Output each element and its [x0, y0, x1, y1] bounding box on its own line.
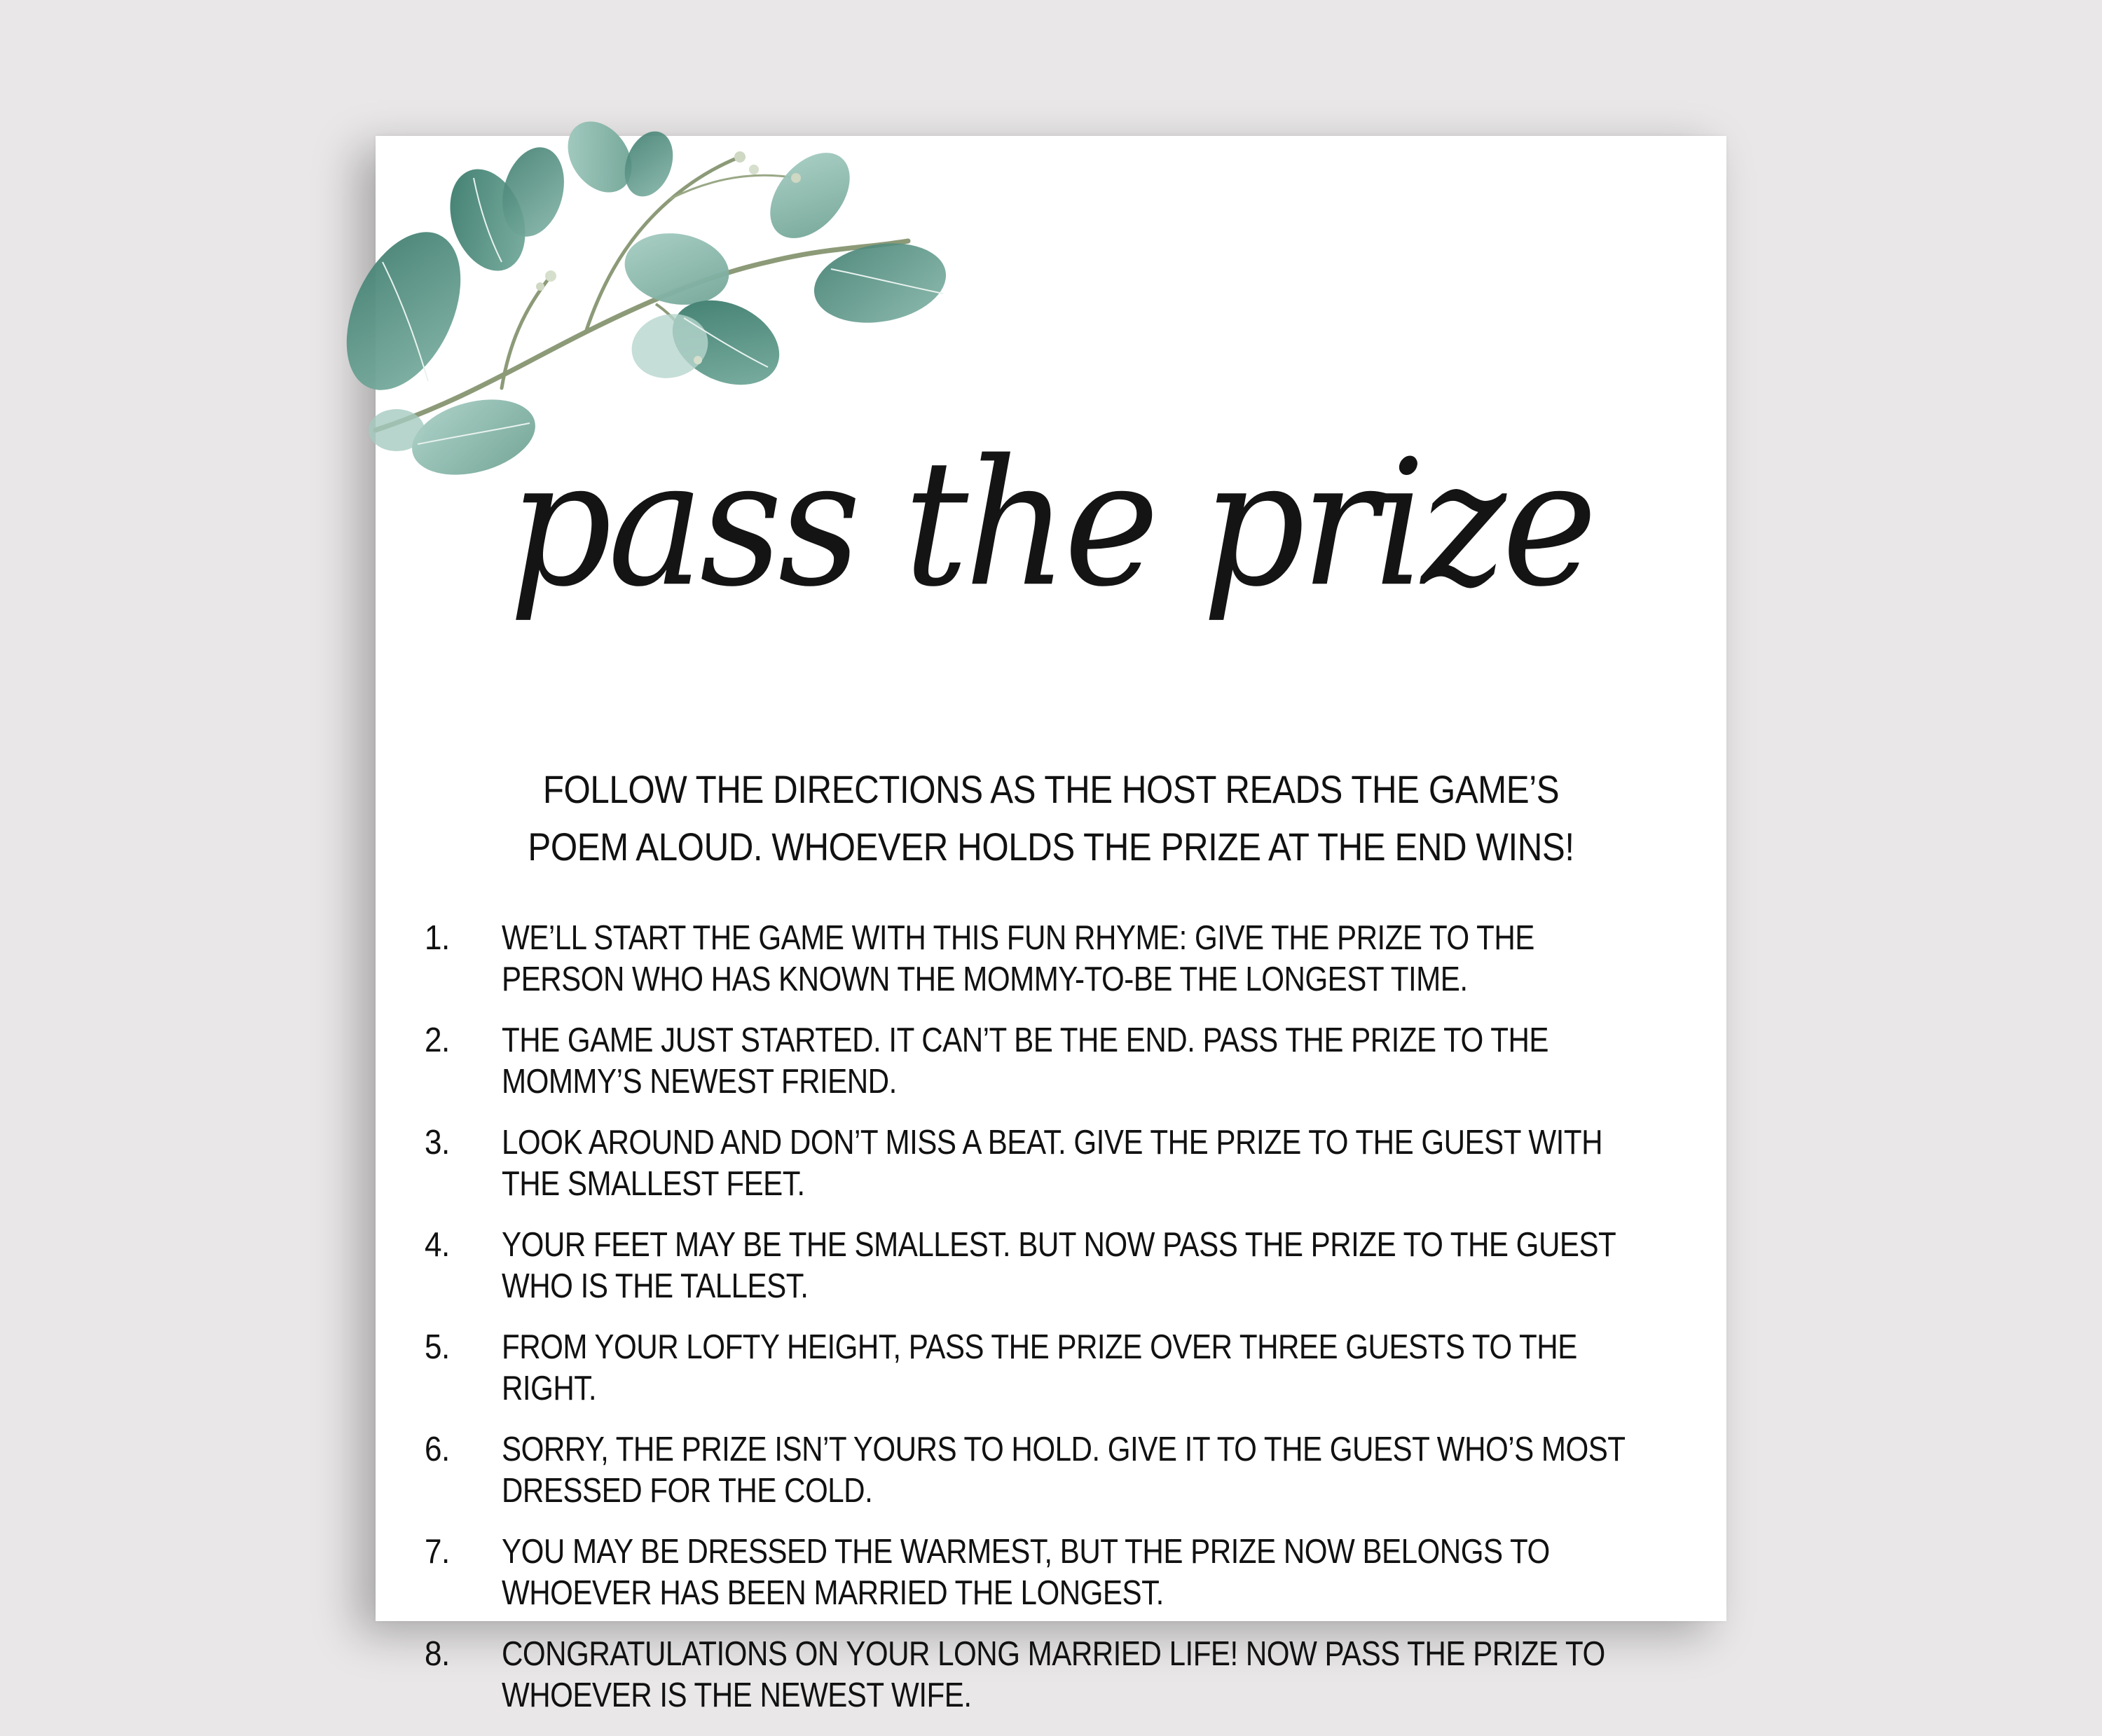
list-item — [425, 1429, 1700, 1512]
list-item — [425, 1122, 1700, 1205]
list-item — [425, 1634, 1700, 1716]
step-text: SORRY, THE PRIZE ISN’T YOURS TO HOLD. GIVE IT TO THE GUEST WHO’S MOST DRESSED FOR THE COLD. — [502, 1431, 1625, 1510]
step-text: FROM YOUR LOFTY HEIGHT, PASS THE PRIZE OVER THREE GUESTS TO THE RIGHT. — [502, 1328, 1577, 1407]
step-number: 8. — [425, 1635, 450, 1673]
poem-steps-list — [425, 918, 1700, 1736]
step-number: 4. — [425, 1226, 450, 1264]
step-number: 6. — [425, 1431, 450, 1468]
game-card — [376, 136, 1726, 1714]
step-text: LOOK AROUND AND DON’T MISS A BEAT. GIVE THE PRIZE TO THE GUEST WITH THE SMALLEST FEET. — [502, 1124, 1602, 1203]
list-item — [425, 918, 1700, 1000]
step-number: 7. — [425, 1533, 450, 1571]
intro-instructions: FOLLOW THE DIRECTIONS AS THE HOST READS THE GAME’S POEM ALOUD. WHOEVER HOLDS THE PRIZE AT THE END WINS! — [528, 767, 1574, 869]
list-item — [425, 1020, 1700, 1103]
step-text: YOU MAY BE DRESSED THE WARMEST, BUT THE PRIZE NOW BELONGS TO WHOEVER HAS BEEN MARRIED THE LONGEST. — [502, 1533, 1550, 1612]
step-number: 1. — [425, 919, 450, 957]
page-title: pass the prize — [509, 423, 1593, 626]
step-text: THE GAME JUST STARTED. IT CAN’T BE THE END. PASS THE PRIZE TO THE MOMMY’S NEWEST FRIEND. — [502, 1021, 1548, 1101]
eucalyptus-illustration — [376, 136, 950, 465]
list-item — [425, 1531, 1700, 1614]
step-number: 2. — [425, 1021, 450, 1059]
list-item — [425, 1225, 1700, 1307]
step-number: 5. — [425, 1328, 450, 1366]
step-text: WE’LL START THE GAME WITH THIS FUN RHYME: GIVE THE PRIZE TO THE PERSON WHO HAS KNOWN THE MOMMY-TO-BE THE LONGEST TIME. — [502, 919, 1534, 998]
step-text: CONGRATULATIONS ON YOUR LONG MARRIED LIFE! NOW PASS THE PRIZE TO WHOEVER IS THE NEWEST WIFE. — [502, 1635, 1605, 1714]
step-text: YOUR FEET MAY BE THE SMALLEST. BUT NOW PASS THE PRIZE TO THE GUEST WHO IS THE TALLEST. — [502, 1226, 1616, 1305]
step-number: 3. — [425, 1124, 450, 1162]
list-item — [425, 1327, 1700, 1410]
